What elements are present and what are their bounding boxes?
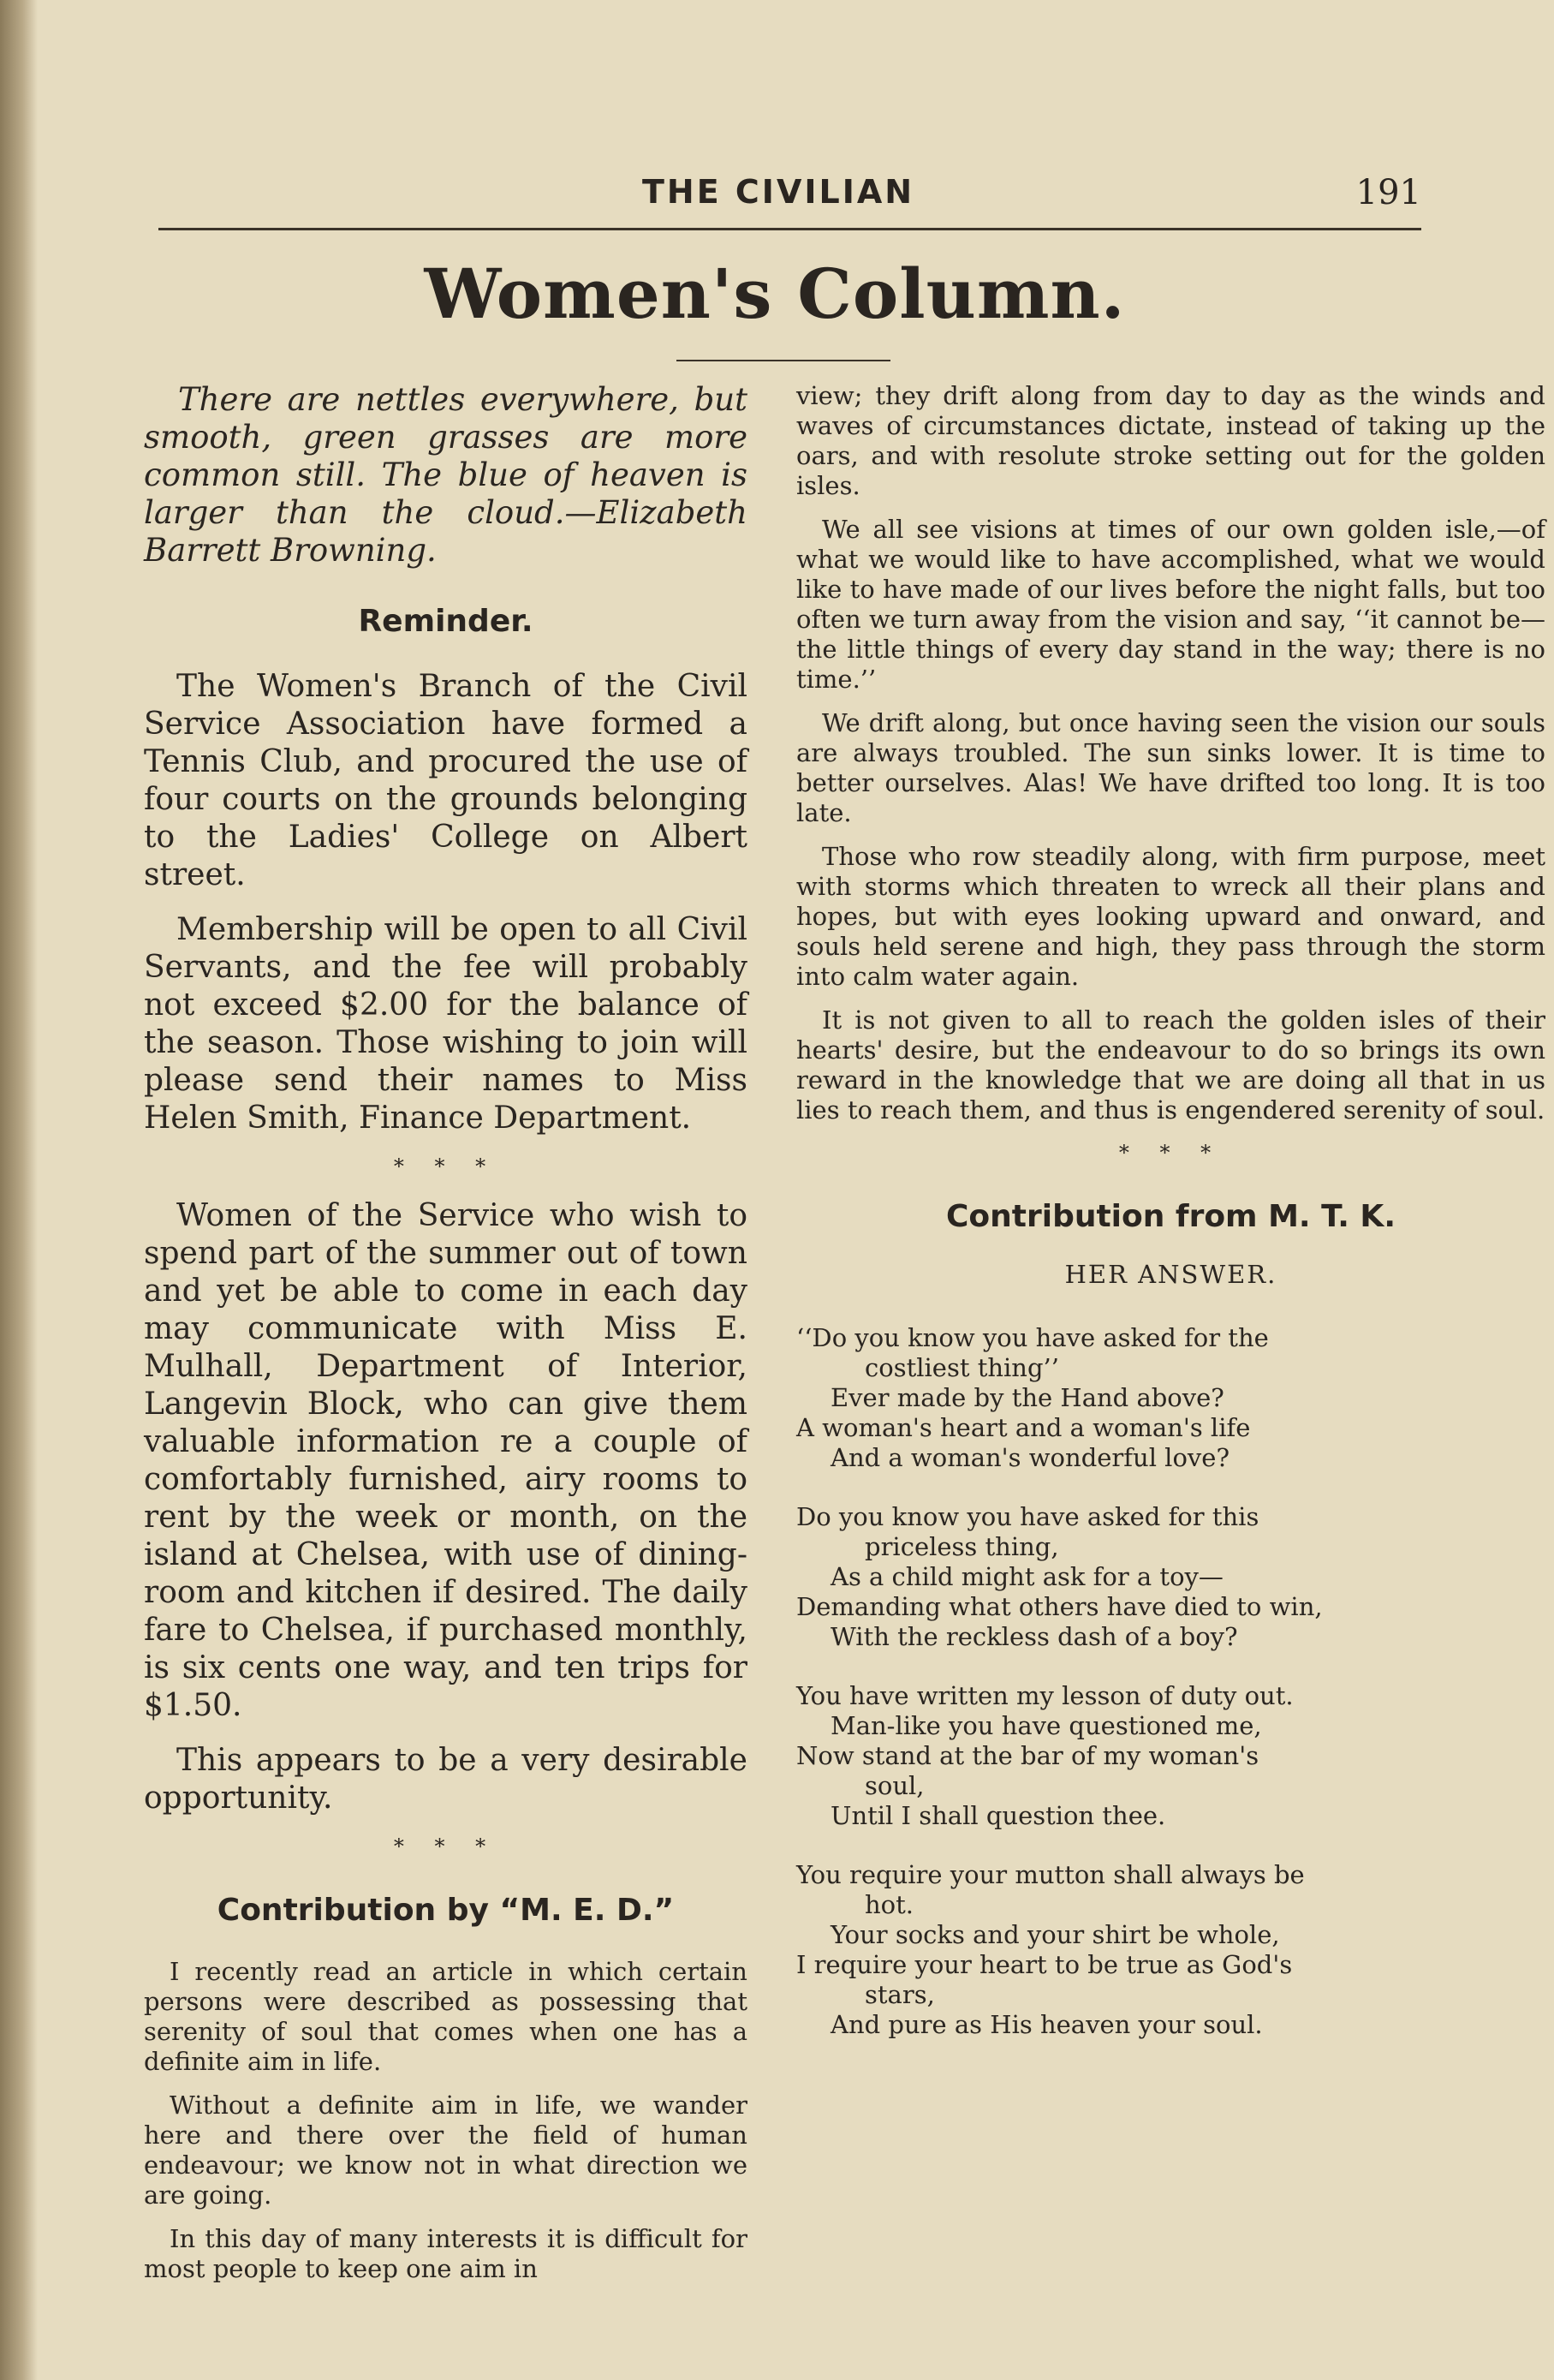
summer-rooms-paragraph: Women of the Service who wish to spend part of the summer out of town and yet be able to come in each day may communicate with Miss E. Mulhall, Department of Interior, Langevin Block, who can give them valuable information re a couple of comfortably furnished, airy rooms to rent by the week or month, on the island at Chelsea, with use of dining-room and kitchen if desired. The daily fare to Chelsea, if purchased monthly, is six cents one way, and ten trips for $1.50. bbox=[144, 1198, 747, 1723]
poem-line: Ever made by the Hand above? bbox=[831, 1383, 1224, 1412]
section-divider: * * * bbox=[393, 1154, 498, 1178]
poem-line: And pure as His heaven your soul. bbox=[831, 2010, 1263, 2039]
med-paragraph-2: Without a definite aim in life, we wander here and there over the field of human endeavour; we know not in what direction we are going. bbox=[144, 2091, 747, 2210]
left-column bbox=[144, 381, 747, 2298]
med-paragraph-3: In this day of many interests it is difficult for most people to keep one aim in bbox=[144, 2224, 747, 2283]
med-continued-paragraph-5: It is not given to all to reach the golden isles of their hearts' desire, but the endeavour to do so brings its own reward in the knowledge that we are doing all that in us lies to reach them, and thus is engendered serenity of soul. bbox=[796, 1005, 1545, 1124]
poem-line: With the reckless dash of a boy? bbox=[831, 1622, 1238, 1651]
poem-line: Your socks and your shirt be whole, bbox=[831, 1920, 1280, 1949]
poem-line: costliest thing’’ bbox=[865, 1353, 1059, 1382]
poem-stanza-1 bbox=[796, 1323, 1545, 1473]
page-binding-shadow bbox=[0, 0, 38, 2380]
med-heading: Contribution by “M. E. D.” bbox=[217, 1893, 675, 1928]
poem-line: stars, bbox=[865, 1980, 935, 2009]
section-divider: * * * bbox=[1118, 1141, 1224, 1165]
section-divider: * * * bbox=[393, 1834, 498, 1858]
poem-line: A woman's heart and a woman's life bbox=[796, 1413, 1251, 1442]
med-continued-paragraph-1: view; they drift along from day to day as the winds and waves of circumstances dictate, instead of taking up the oars, and with resolute stroke setting out for the golden isles. bbox=[796, 381, 1545, 500]
header-rule bbox=[158, 228, 1421, 230]
masthead-rule bbox=[676, 360, 890, 361]
epigraph: There are nettles everywhere, but smooth, green grasses are more common still. The blue of heaven is larger than the cloud.—Elizabeth Barrett Browning. bbox=[144, 381, 747, 569]
poem-line: soul, bbox=[865, 1771, 925, 1800]
poem-stanza-3 bbox=[796, 1681, 1545, 1831]
poem-line: Do you know you have asked for this bbox=[796, 1502, 1259, 1531]
page-header bbox=[128, 163, 1421, 211]
poem-line: You have written my lesson of duty out. bbox=[796, 1681, 1294, 1710]
poem-line: And a woman's wonderful love? bbox=[831, 1443, 1230, 1472]
med-continued-paragraph-3: We drift along, but once having seen the vision our souls are always troubled. The sun sinks lower. It is time to better ourselves. Alas! We have drifted too long. It is too late. bbox=[796, 708, 1545, 827]
poem-line: You require your mutton shall always be bbox=[796, 1860, 1305, 1889]
poem-line: ‘‘Do you know you have asked for the bbox=[796, 1323, 1269, 1352]
reminder-paragraph-2: Membership will be open to all Civil Servants, and the fee will probably not exceed $2.00 for the balance of the season. Those wishing to join will please send their names to Miss Helen Smith, Finance Department. bbox=[144, 912, 747, 1136]
med-continued-paragraph-4: Those who row steadily along, with firm purpose, meet with storms which threaten to wreck all their plans and hopes, but with eyes looking upward and onward, and souls held serene and high, they pass through the storm into calm water again. bbox=[796, 842, 1545, 991]
page-number: 191 bbox=[1355, 173, 1421, 212]
poem-line: Now stand at the bar of my woman's bbox=[796, 1741, 1259, 1770]
column-masthead: Women's Column. bbox=[424, 254, 1126, 334]
right-column bbox=[796, 381, 1545, 2069]
poem-line: Demanding what others have died to win, bbox=[796, 1592, 1323, 1621]
poem-line: As a child might ask for a toy— bbox=[831, 1562, 1224, 1591]
poem-title: HER ANSWER. bbox=[1064, 1260, 1277, 1289]
reminder-heading: Reminder. bbox=[358, 604, 533, 639]
opportunity-paragraph: This appears to be a very desirable opportunity. bbox=[144, 1743, 747, 1816]
mtk-heading: Contribution from M. T. K. bbox=[945, 1199, 1396, 1234]
med-paragraph-1: I recently read an article in which certain persons were described as possessing that serenity of soul that comes when one has a definite aim in life. bbox=[144, 1957, 747, 2076]
reminder-paragraph-1: The Women's Branch of the Civil Service Association have formed a Tennis Club, and procured the use of four courts on the grounds belonging to the Ladies' College on Albert street. bbox=[144, 669, 747, 892]
poem-line: Man-like you have questioned me, bbox=[831, 1711, 1262, 1740]
poem-stanza-2 bbox=[796, 1502, 1545, 1652]
poem-line: I require your heart to be true as God's bbox=[796, 1950, 1293, 1979]
med-continued-paragraph-2: We all see visions at times of our own golden isle,—of what we would like to have accomplished, what we would like to have made of our lives before the night falls, but too often we turn away from the vision and say, ‘‘it cannot be—the little things of every day stand in the way; there is no time.’’ bbox=[796, 515, 1545, 694]
poem-line: Until I shall question thee. bbox=[831, 1801, 1166, 1830]
poem-stanza-4 bbox=[796, 1860, 1545, 2040]
newspaper-page bbox=[128, 163, 1545, 2283]
poem-line: priceless thing, bbox=[865, 1532, 1059, 1561]
poem-line: hot. bbox=[865, 1890, 914, 1919]
running-title: THE CIVILIAN bbox=[642, 173, 915, 211]
